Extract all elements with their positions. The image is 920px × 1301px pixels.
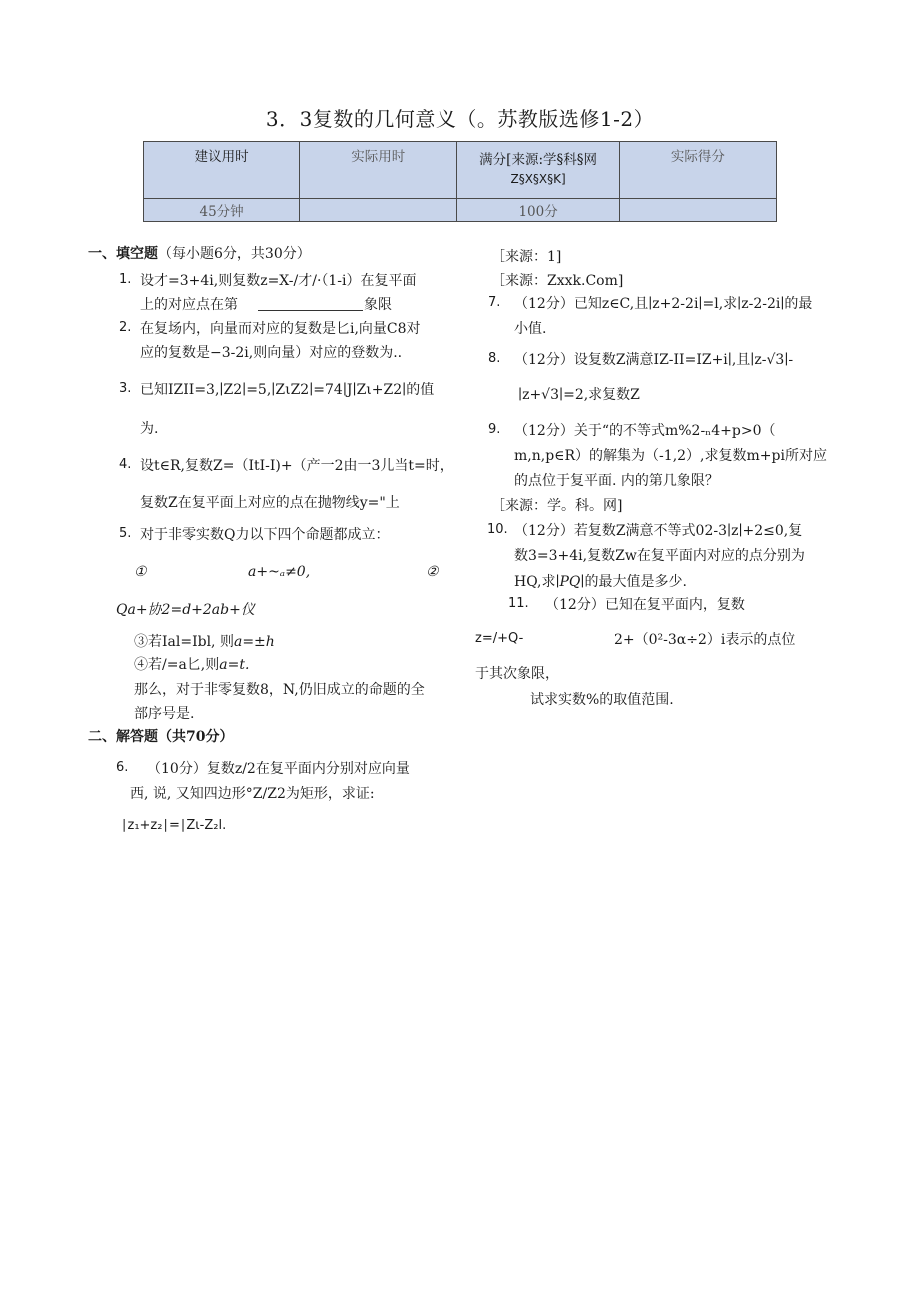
q5-prop2: Qa+协2=d+2ab+仪	[116, 602, 255, 618]
header-full-score	[457, 142, 619, 199]
q7-line1: （12分）已知z∈C,且∣z+2-2i∣=l,求∣z-2-2i∣的最	[514, 296, 813, 312]
q2-number: 2.	[119, 320, 132, 335]
q1-line2: 上的对应点在第	[140, 297, 238, 313]
q7-line2: 小值.	[514, 321, 547, 337]
q6-line1: （10分）复数z/2在复平面内分别对应向量	[147, 761, 410, 777]
q5-line7: 部序号是.	[134, 706, 195, 722]
q4-number: 4.	[119, 457, 132, 472]
q1-line1: 设才=3+4i,则复数z=X-/才/·（1-i）在复平面	[140, 273, 417, 289]
q11-number: 11.	[508, 596, 529, 611]
q1-line2-end: 象限	[364, 297, 392, 313]
q2-line1: 在复场内，向量而对应的复数是匕i,向量C8对	[140, 321, 421, 337]
q2-line2: 应的复数是−3-2i,则向量）对应的登数为..	[140, 345, 403, 361]
q7-number: 7.	[488, 295, 501, 310]
q5-prop1: a+~ₐ≠0,	[248, 564, 311, 580]
section2-heading: 二、解答题（共70分）	[88, 729, 234, 745]
q9-number: 9.	[488, 422, 501, 437]
source-1: ［来源：1]	[491, 249, 562, 265]
q10-line3: HQ,求∣PQ∣的最大值是多少.	[514, 574, 687, 590]
value-suggested-time: 45分钟	[144, 199, 300, 222]
q6-line2: 西, 说, 又知四边形°Z/Z2为矩形，求证:	[130, 786, 375, 802]
q1-number: 1.	[119, 272, 132, 287]
q6-number: 6.	[116, 760, 129, 775]
header-suggested-time: 建议用时	[144, 142, 300, 199]
q5-line6: 那么，对于非零复数8，N,仍旧成立的命题的全	[134, 682, 425, 698]
q10-line1: （12分）若复数Z满意不等式02-3∣z∣+2≤0,复	[514, 523, 803, 539]
q3-line1: 已知IZII=3,∣Z2∣=5,∣ZιZ2∣=74∣J∣Zι+Z2∣的值	[140, 382, 435, 398]
q10-line2: 数3=3+4i,复数Zw在复平面内对应的点分别为	[514, 548, 805, 564]
header-actual-time: 实际用时	[300, 142, 457, 199]
q9-line3: 的点位于复平面. 内的第几象限？	[514, 473, 719, 489]
q5-line1: 对于非零实数Q力以下四个命题都成立：	[140, 527, 390, 543]
q11-line4: 试求实数%的取值范围.	[530, 692, 674, 708]
info-table	[143, 141, 777, 222]
source-3: ［来源：学。科。网]	[491, 498, 623, 514]
q5-prop4: ④若/=a匕,则a=t.	[134, 657, 250, 673]
q5-prop1-label: ①	[134, 564, 147, 580]
page-title: 3．3复数的几何意义（。苏教版选修1-2）	[265, 107, 655, 131]
header-full-score-line1: 满分[来源:学§科§网	[479, 152, 597, 168]
q4-line2: 复数Z在复平面上对应的点在抛物线y="上	[140, 495, 400, 511]
q11-line2-start: z=/+Q-	[475, 631, 524, 646]
q9-line2: m,n,p∈R）的解集为（-1,2）,求复数m+pi所对应	[514, 448, 827, 464]
header-full-score-line2: Z§X§X§K]	[510, 172, 566, 186]
q11-line1: （12分）已知在复平面内，复数	[545, 597, 745, 613]
q6-line3: ∣z₁+z₂∣=∣Zι-Z₂l.	[121, 818, 227, 833]
q11-line3: 于其次象限，	[475, 666, 559, 682]
q8-number: 8.	[488, 351, 501, 366]
q5-prop2-label: ②	[426, 564, 439, 580]
value-actual-score	[619, 199, 776, 222]
value-full-score: 100分	[457, 199, 619, 222]
header-actual-score: 实际得分	[619, 142, 776, 199]
q5-number: 5.	[119, 526, 132, 541]
q3-line2: 为.	[140, 421, 159, 437]
q9-line1: （12分）关于“的不等式m%2-ₙ4+p>0（	[514, 423, 776, 439]
source-2: ［来源：Zxxk.Com]	[491, 273, 624, 289]
value-actual-time	[300, 199, 457, 222]
q8-line1: （12分）设复数Z满意IZ-II=IZ+i∣,且∣z-√3∣-	[514, 352, 794, 368]
q11-line2-end: 2+（0²-3α÷2）i表示的点位	[614, 632, 796, 648]
section1-heading: 一、填空题（每小题6分，共30分）	[88, 246, 311, 262]
q5-prop3: ③若Ial=Ibl, 则a=±h	[134, 634, 275, 650]
q8-line2: ∣z+√3∣=2,求复数Z	[518, 387, 640, 403]
q1-blank	[258, 310, 363, 311]
q10-number: 10.	[487, 522, 508, 537]
q4-line1: 设t∈R,复数Z=（ItI-I)+（产一2由一3儿当t=时，	[140, 458, 454, 474]
q3-number: 3.	[119, 381, 132, 396]
